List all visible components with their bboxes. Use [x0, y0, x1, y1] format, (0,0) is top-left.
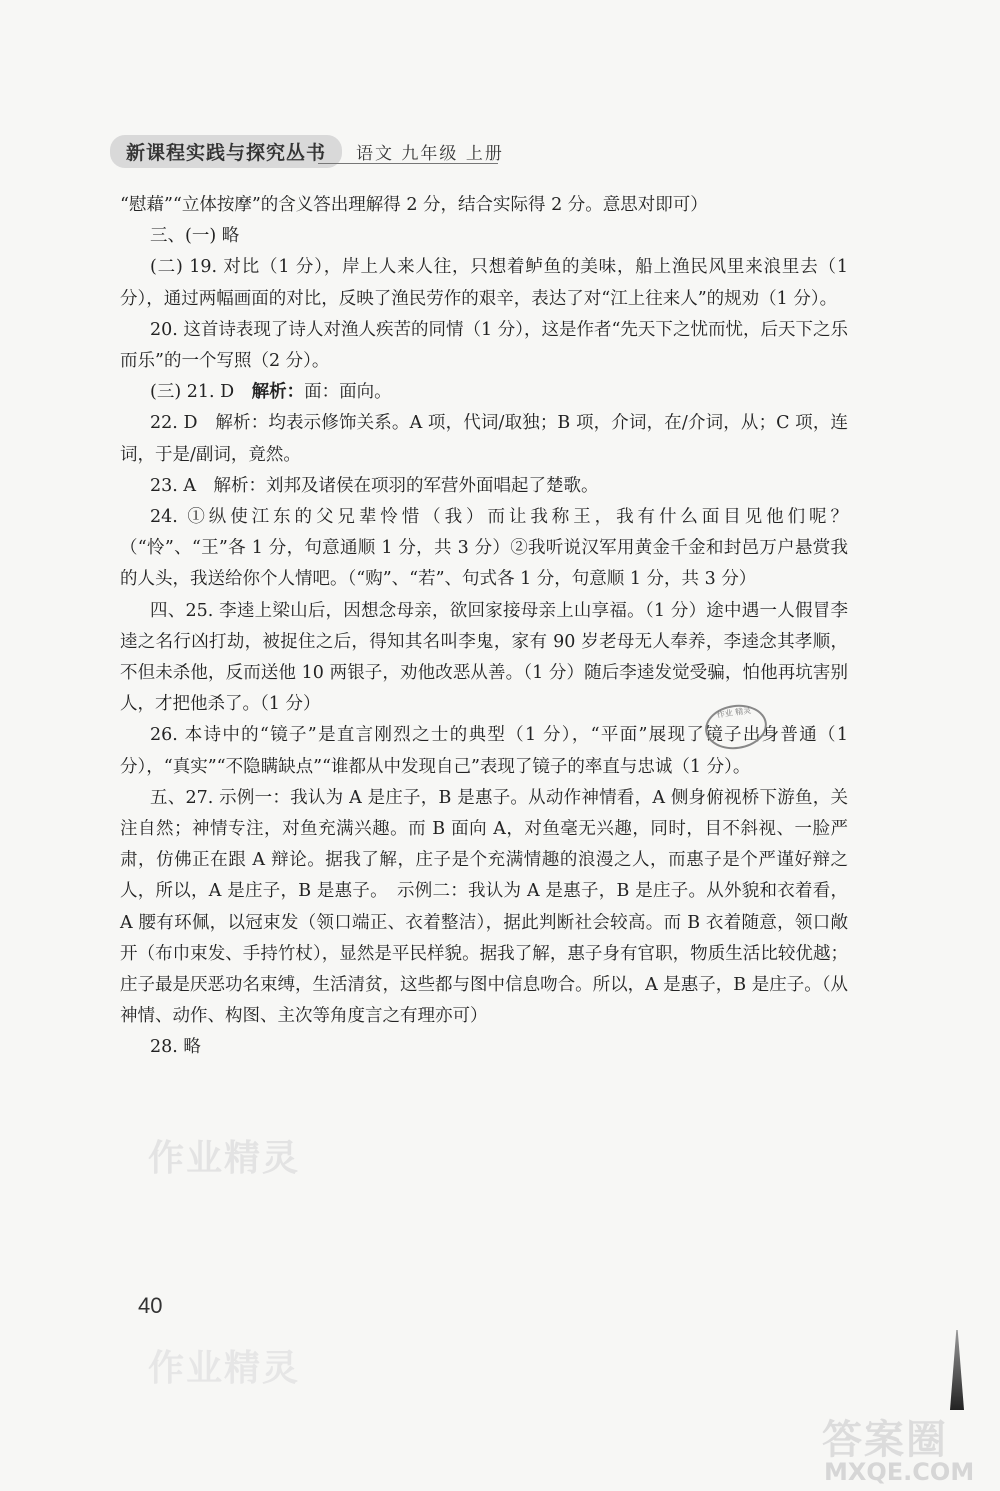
paragraph-intro: “慰藉”“立体按摩”的含义答出理解得 2 分，结合实际得 2 分。意思对即可） [120, 195, 708, 215]
answer-20: 20. 这首诗表现了诗人对渔人疾苦的同情（1 分），这是作者“先天下之忧而忧，后天下之乐而乐”的一个写照（2 分）。 [120, 319, 848, 372]
answer-content [120, 190, 848, 1064]
site-logo-text: 答案圈 [822, 1417, 948, 1463]
page-number: 40 [138, 1293, 163, 1318]
analysis-label: 解析： [251, 382, 305, 403]
answer-25: 四、25. 李逵上梁山后，因想念母亲，欲回家接母亲上山享福。（1 分）途中遇一人假冒李逵之名行凶打劫，被捉住之后，得知其名叫李鬼，家有 90 岁老母无人奉养，李逵念其孝顺，不但未杀他，反而送他 10 两银子，劝他改恶从善。（1 分）随后李逵发觉受骗，怕他再坑害别人，才把他杀了。（1 分） [120, 600, 848, 715]
page-edge-mark [950, 1330, 964, 1410]
watermark-lower: 作业精灵 [148, 1348, 301, 1389]
header-underline [318, 163, 498, 164]
seal-stamp: 作业 精灵 [702, 701, 770, 753]
series-title: 新课程实践与探究丛书 [110, 135, 342, 168]
answer-19: (二) 19. 对比（1 分），岸上人来人往，只想着鲈鱼的美味，船上渔民风里来浪里去（1 分），通过两幅画面的对比，反映了渔民劳作的艰辛，表达了对“江上往来人”的规劝（1 分）。 [120, 257, 848, 309]
answer-22: 22. D 解析：均表示修饰关系。A 项，代词/取独；B 项，介词，在/介词，从；C 项，连词，于是/副词，竟然。 [120, 413, 848, 465]
answer-21 [120, 377, 848, 408]
site-logo-url: MXQE.COM [824, 1458, 975, 1486]
answer-27: 五、27. 示例一：我认为 A 是庄子，B 是惠子。从动作神情看，A 侧身俯视桥下游鱼，关注自然；神情专注，对鱼充满兴趣。而 B 面向 A，对鱼毫无兴趣，同时，目不斜视、一脸严肃，仿佛正在跟 A 辩论。据我了解，庄子是个充满情趣的浪漫之人，而惠子是个严谨好辩之人，所以，A 是庄子，B 是惠子。 示例二：我认为 A 是惠子，B 是庄子。从外貌和衣着看，A 腰有环佩，以冠束发（领口端正、衣着整洁），据此判断社会较高。而 B 衣着随意，领口敞开（布巾束发、手持竹杖），显然是平民样貌。据我了解，惠子身有官职，物质生活比较优越；庄子最是厌恶功名束缚，生活清贫，这些都与图中信息吻合。所以，A 是惠子，B 是庄子。（从神情、动作、构图、主次等角度言之有理亦可） [120, 787, 848, 1027]
answer-28: 28. 略 [150, 1037, 201, 1058]
answer-23: 23. A 解析：刘邦及诸侯在项羽的军营外面唱起了楚歌。 [150, 475, 599, 496]
answer-21-prefix: (三) 21. D [150, 382, 252, 403]
running-header [110, 136, 504, 166]
watermark-upper: 作业精灵 [148, 1138, 301, 1179]
answer-21-text: 面：面向。 [304, 382, 392, 403]
subject-grade: 语文 九年级 上册 [356, 143, 504, 164]
section-three-part-one: 三、(一) 略 [150, 226, 240, 247]
answer-24: 24. ①纵使江东的父兄辈怜惜（我）而让我称王，我有什么面目见他们呢？（“怜”、“王”各 1 分，句意通顺 1 分，共 3 分）②我听说汉军用黄金千金和封邑万户悬赏我的人头，我送给你个人情吧。（“购”、“若”、句式各 1 分，句意顺 1 分，共 3 分） [120, 507, 848, 590]
answer-26: 26. 本诗中的“镜子”是直言刚烈之士的典型（1 分），“平面”展现了镜子出身普通（1 分），“真实”“不隐瞒缺点”“谁都从中发现自己”表现了镜子的率直与忠诚（1 分）。 [120, 725, 848, 777]
